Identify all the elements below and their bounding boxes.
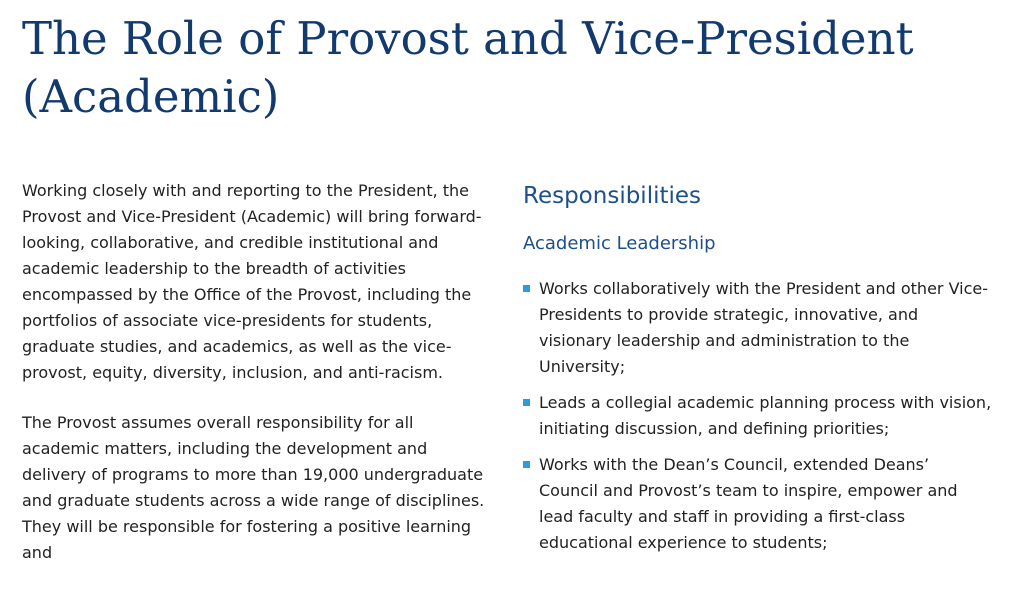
- responsibilities-heading: Responsibilities: [523, 183, 702, 209]
- responsibility-item: [523, 390, 993, 442]
- responsibilities-column: [523, 178, 993, 566]
- intro-paragraph: Working closely with and reporting to the President, the Provost and Vice-President (Academic) will bring forward-looking, collaborative, and credible institutional and academic leadership to the breadth of activities encompassed by the Office of the Provost, including the portfolios of associate vice-presidents for students, graduate studies, and academics, as well as the vice-provost, equity, diversity, inclusion, and anti-racism.: [22, 181, 482, 382]
- intro-paragraph: The Provost assumes overall responsibility for all academic matters, including the development and delivery of programs to more than 19,000 undergraduate and graduate students across a wide range of disciplines. They will be responsible for fostering a positive learning and: [22, 413, 485, 562]
- responsibility-item: [523, 276, 993, 380]
- page-title: The Role of Provost and Vice-President (Academic): [22, 12, 914, 123]
- intro-column: [22, 178, 492, 590]
- responsibilities-list: [523, 276, 993, 556]
- academic-leadership-heading: Academic Leadership: [523, 233, 716, 254]
- square-bullet-icon: [523, 399, 530, 406]
- square-bullet-icon: [523, 461, 530, 468]
- responsibility-text: Works collaboratively with the President and other Vice-Presidents to provide strategic, innovative, and visionary leadership and administration to the University;: [539, 279, 989, 376]
- responsibility-text: Works with the Dean’s Council, extended Deans’ Council and Provost’s team to inspire, empower and lead faculty and staff in providing a first-class educational experience to students;: [539, 455, 958, 552]
- responsibility-item: [523, 452, 993, 556]
- square-bullet-icon: [523, 285, 530, 292]
- responsibility-text: Leads a collegial academic planning process with vision, initiating discussion, and defining priorities;: [539, 393, 992, 438]
